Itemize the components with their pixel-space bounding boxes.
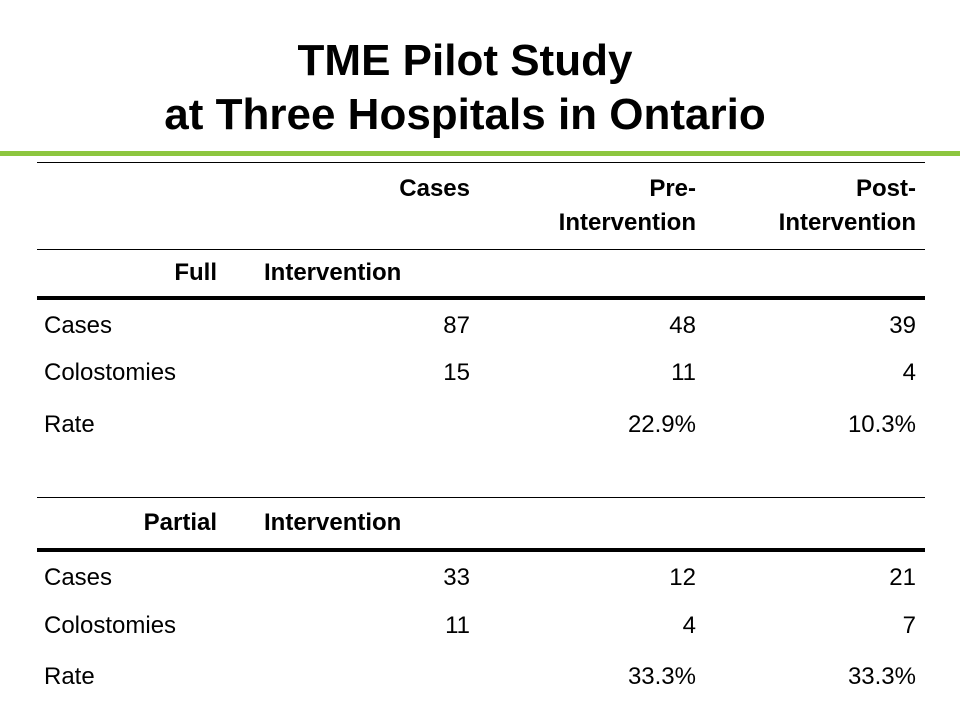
section-header-full [0,255,960,291]
section-label-right: Intervention [264,259,402,286]
section-label-left: Partial [143,509,217,536]
cell-pre: 11 [671,359,696,386]
row-label: Rate [44,663,95,690]
section-rule [37,548,925,552]
row-label: Cases [44,312,113,339]
cell-cases: 15 [443,359,470,386]
cell-post: 21 [889,564,916,591]
section-label-left: Full [174,259,217,286]
cell-post: 39 [889,312,916,339]
row-label: Rate [44,411,95,438]
cell-cases: 11 [445,612,470,639]
cell-post: 7 [902,612,916,639]
section-divider-rule [37,497,925,498]
title-line-1: TME Pilot Study [297,36,633,85]
table-row [0,560,960,596]
cell-pre: 12 [669,564,696,591]
section-rule [37,296,925,300]
header-post-line1: Post- [856,175,916,202]
header-post-line2: Intervention [778,209,916,236]
row-label: Colostomies [44,359,177,386]
table-top-rule [37,162,925,163]
title-line-2: at Three Hospitals in Ontario [164,90,766,139]
header-bottom-rule [37,249,925,250]
cell-cases: 33 [443,564,470,591]
table-row [0,608,960,644]
slide-title [0,34,930,142]
cell-pre: 33.3% [627,663,696,690]
section-label-right: Intervention [264,509,402,536]
table-row [0,355,960,391]
cell-cases: 87 [443,312,470,339]
cell-post: 10.3% [847,411,916,438]
cell-pre: 22.9% [627,411,696,438]
title-underline-rule [0,151,960,156]
cell-post: 33.3% [847,663,916,690]
row-label: Cases [44,564,113,591]
cell-post: 4 [902,359,916,386]
header-cases: Cases [399,175,470,202]
header-pre-line2: Intervention [558,209,696,236]
table-row [0,659,960,695]
row-label: Colostomies [44,612,177,639]
section-header-partial [0,505,960,541]
header-pre-line1: Pre- [649,175,696,202]
cell-pre: 4 [682,612,696,639]
table-row [0,308,960,344]
cell-pre: 48 [669,312,696,339]
table-row [0,407,960,443]
